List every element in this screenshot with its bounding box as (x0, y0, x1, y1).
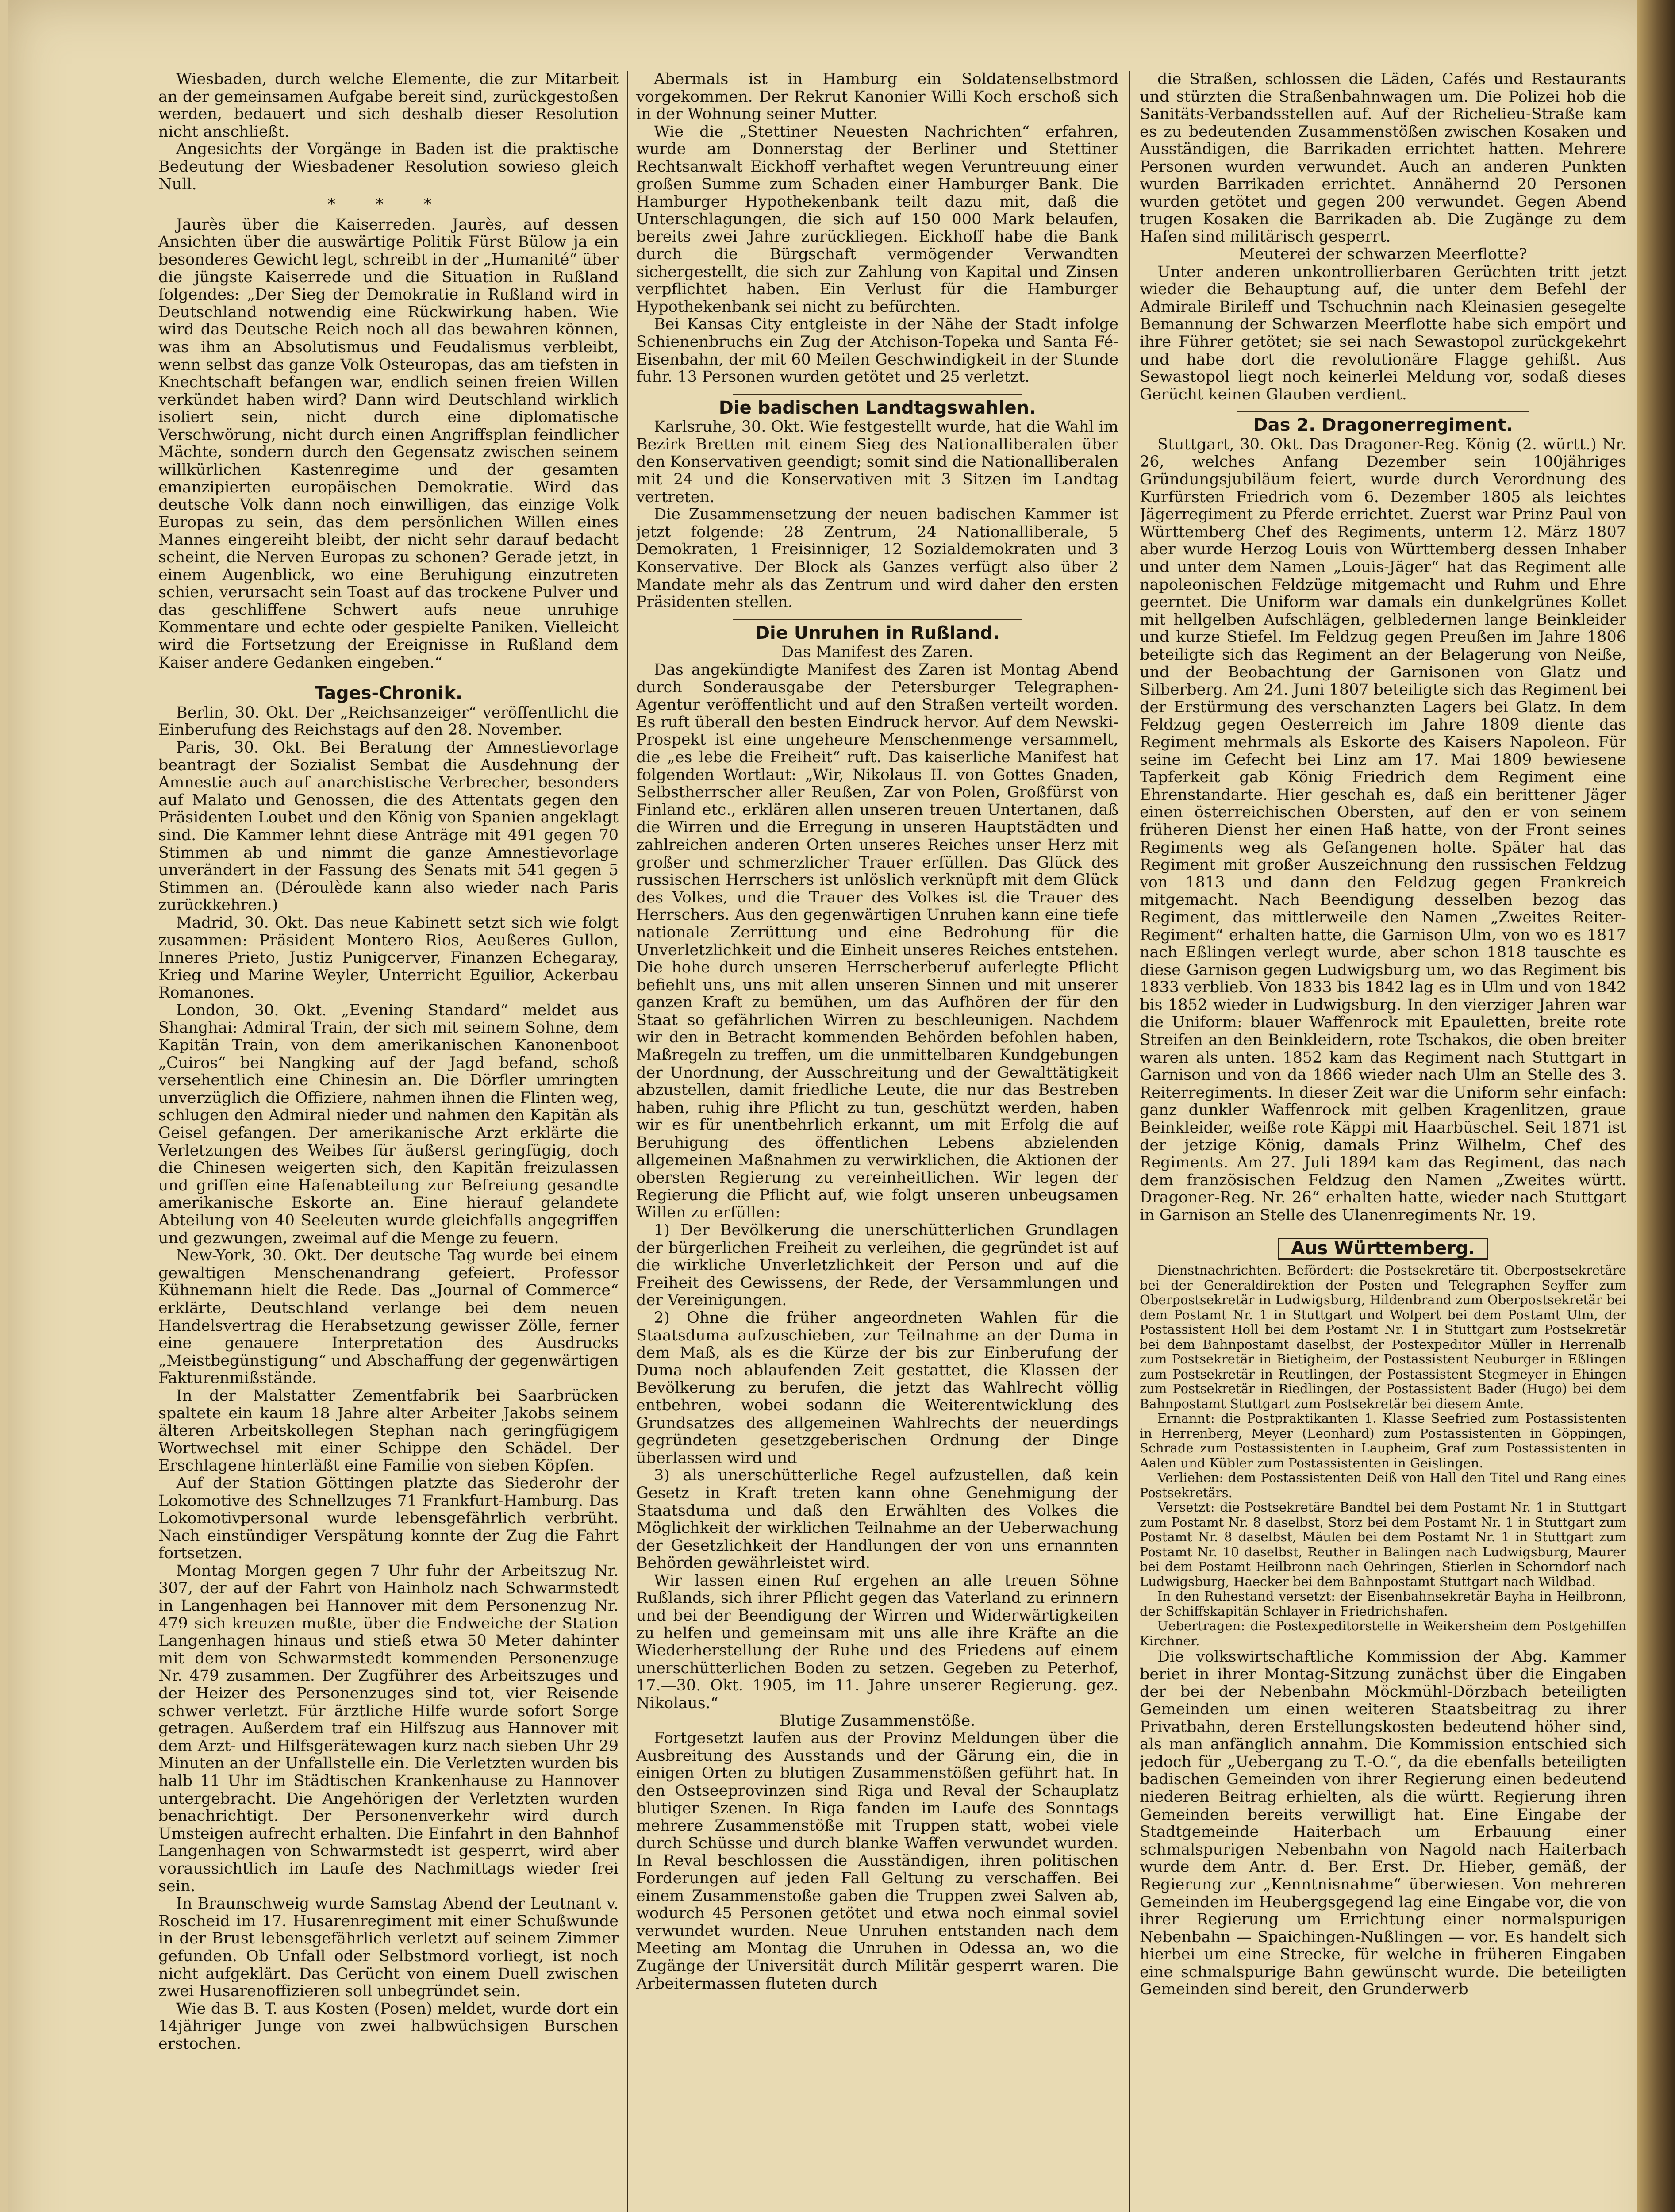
article-paragraph: Wiesbaden, durch welche Elemente, die zur Mitarbeit an der gemeinsamen Aufgabe bereit sind, zurückgestoßen werden, bedauert und sich deshalb dieser Resolution nicht anschließt. (158, 71, 619, 141)
article-volkswirtschaftliche-kommission: Die volkswirtschaftliche Kommission der Abg. Kammer beriet in ihrer Montag-Sitzung zunächst über die Eingaben der bei der Nebenbahn Möckmühl-Dörzbach beteiligten Gemeinden um einen weiteren Staatsbeitrag zu ihrer Privatbahn, deren Erstellungskosten bedeutend höher sind, als man anfänglich annahm. Die Kommission entschied sich jedoch für „Uebergang zu T.-O.“, da die ebenfalls beteiligten badischen Gemeinden von ihrer Regierung einen bedeutend niederen Beitrag erhielten, als die württ. Regierung ihren Gemeinden bereits verwilligt hat. Eine Eingabe der Stadtgemeinde Haiterbach um Erbauung einer schmalspurigen Nebenbahn von Nagold nach Haiterbach wurde dem Antr. d. Ber. Erst. Dr. Hieber, gemäß, der Regierung zur „Kenntnisnahme“ überwiesen. Von mehreren Gemeinden im Heubergsgegend lag eine Eingabe vor, die von ihrer Regierung um Errichtung einer normalspurigen Nebenbahn — Spaichingen-Nußlingen — vor. Es handelt sich hierbei um eine Strecke, für welche in früheren Eingaben eine schmalspurige Bahn gewünscht wurde. Die beteiligten Gemeinden sind bereit, den Grunderwerb (1140, 1648, 1626, 1999)
subheading-blutige-zusammenstoesse: Blutige Zusammenstöße. (779, 1712, 976, 1730)
versetzungen: Versetzt: die Postsekretäre Bandtel bei dem Postamt Nr. 1 in Stuttgart zum Postamt Nr. 8 daselbst, Storz bei dem Postamt Nr. 1 in Stuttgart zum Postamt Nr. 8 daselbst, Mäulen bei dem Postamt Nr. 1 in Stuttgart zum Postamt Nr. 10 daselbst, Reuther in Balingen nach Ludwigsburg, Maurer bei dem Postamt Heilbronn nach Oehringen, Stierlen in Schorndorf nach Ludwigsburg, Haecker bei dem Bahnpostamt Stuttgart nach Wildbad. (1140, 1500, 1626, 1589)
news-braunschweig: In Braunschweig wurde Samstag Abend der Leutnant v. Roscheid im 17. Husarenregiment mit einer Schußwunde in der Brust lebensgefährlich verletzt auf seinem Zimmer gefunden. Ob Unfall oder Selbstmord vorliegt, ist noch nicht aufgeklärt. Das Gerücht von einem Duell zwischen zwei Husarenoffizieren soll unbegründet sein. (158, 1895, 619, 2001)
divider (1237, 411, 1529, 412)
section-heading-dragonerregiment: Das 2. Dragonerregiment. (1253, 415, 1513, 436)
manifest-point-3: 3) als unerschütterliche Regel aufzustellen, daß kein Gesetz in Kraft treten kann ohne Genehmigung der Staatsduma und daß den Erwählten des Volkes die Möglichkeit der wirklichen Teilnahme an der Ueberwachung der Gesetzlichkeit der Handlungen der von uns ernannten Behörden gewährleistet wird. (636, 1467, 1118, 1572)
article-meuterei: Unter anderen unkontrollierbaren Gerüchten tritt jetzt wieder die Behauptung auf, die unter dem Befehl der Admirale Birileff und Tschuchnin nach Kleinasien gesegelte Bemannung der Schwarzen Meerflotte habe sich empört und ihre Führer getötet; sie sei nach Sewastopol zurückgekehrt und habe dort die revolutionäre Flagge gehißt. Aus Sewastopol liegt noch keinerlei Meldung vor, sodaß dieses Gerücht keinen Glauben verdient. (1140, 263, 1626, 403)
news-saarbruecken: In der Malstatter Zementfabrik bei Saarbrücken spaltete ein kaum 18 Jahre alter Arbeiter Jakobs seinem älteren Arbeitskollegen Stephan nach geringfügigem Wortwechsel mit einer Schippe den Schädel. Der Erschlagene hinterläßt eine Familie von sieben Köpfen. (158, 1386, 619, 1475)
subheading-meuterei: Meuterei der schwarzen Meerflotte? (1239, 245, 1527, 263)
section-separator: * * * (327, 196, 449, 214)
subheading-manifest: Das Manifest des Zaren. (781, 643, 973, 661)
section-heading-unruhen: Die Unruhen in Rußland. (755, 622, 1000, 643)
column-divider (627, 71, 628, 2212)
column-divider (1129, 71, 1130, 2212)
news-berlin: Berlin, 30. Okt. Der „Reichsanzeiger“ veröffentlicht die Einberufung des Reichstags auf den 28. November. (158, 703, 619, 739)
divider (733, 619, 1022, 620)
column-left (158, 71, 619, 2212)
news-kammer: Die Zusammensetzung der neuen badischen Kammer ist jetzt folgende: 28 Zentrum, 24 Nationalliberale, 5 Demokraten, 1 Freisinniger, 12 Sozialdemokraten und 3 Konservative. Der Block als Ganzes verfügt also über 2 Mandate mehr als das Zentrum und wird daher den ersten Präsidenten stellen. (636, 506, 1118, 611)
ruhestand: In den Ruhestand versetzt: der Eisenbahnsekretär Bayha in Heilbronn, der Schiffskapitän Schlayer in Friedrichshafen. (1140, 1589, 1626, 1619)
uebertragungen: Uebertragen: die Postexpeditorstelle in Weikersheim dem Postgehilfen Kirchner. (1140, 1618, 1626, 1648)
article-zusammenstoesse: Fortgesetzt laufen aus der Provinz Meldungen über die Ausbreitung des Ausstands und der Gärung ein, die in einigen Orten zu blutigen Zusammenstößen geführt hat. In den Ostseeprovinzen sind Riga und Reval der Schauplatz blutiger Szenen. In Riga fanden im Laufe des Sonntags mehrere Zusammenstöße mit Truppen statt, wobei viele durch Schüsse und durch blanke Waffen verwundet wurden. In Reval beschlossen die Ausständigen, ihren politischen Forderungen auf jeden Fall Geltung zu verschaffen. Bei einem Zusammenstoße gaben die Truppen zwei Salven ab, wodurch 45 Personen getötet und etwa noch einmal soviel verwundet wurden. Neue Unruhen entstanden nach dem Meeting am Montag die Unruhen in Odessa an, wo die Zugänge der Universität durch Militär gesperrt waren. Die Arbeitermassen fluteten durch (636, 1729, 1118, 1993)
article-jaures: Jaurès über die Kaiserreden. Jaurès, auf dessen Ansichten über die auswärtige Politik Fürst Bülow ja ein besonderes Gewicht legt, schreibt in der „Humanité“ über die jüngste Kaiserrede und die Situation in Rußland folgendes: „Der Sieg der Demokratie in Rußland wird in Deutschland notwendig eine Rückwirkung haben. Wie wird das Deutsche Reich noch all das bewahren können, was ihm an Absolutismus und Feudalismus verbleibt, wenn selbst das ganze Volk Osteuropas, das am tiefsten in Knechtschaft befangen war, endlich seinen freien Willen verkündet haben wird? Dann wird Deutschland wirklich isoliert sein, nicht durch eine diplomatische Verschwörung, nicht durch einen Angriffsplan feindlicher Mächte, sondern durch den Gegensatz zwischen seinem willkürlichen Kastenregime und der gesamten emanzipierten europäischen Demokratie. Wird das deutsche Volk dann noch einwilligen, das einzige Volk Europas zu sein, das dem persönlichen Willen eines Mannes eingereiht bleibt, der nicht sehr darauf bedacht scheint, die Nerven Europas zu schonen? Gerade jetzt, in einem Augenblick, wo eine Beruhigung einzutreten schien, verursacht sein Toast auf das trockene Pulver und das geschliffene Schwert aufs neue unruhige Kommentare und echte oder gespielte Paniken. Vielleicht wird die Fortsetzung der Ereignisse in Rußland dem Kaiser andere Gedanken eingeben.“ (158, 215, 619, 672)
news-new-york: New-York, 30. Okt. Der deutsche Tag wurde bei einem gewaltigen Menschenandrang gefeiert. Professor Kühnemann hielt die Rede. Das „Journal of Commerce“ erklärte, Deutschland verlange bei dem neuen Handelsvertrag die Herabsetzung gewisser Zölle, ferner eine genauere Interpretation des Ausdrucks „Meistbegünstigung“ und Abschaffung der gegenwärtigen Fakturenmißstände. (158, 1247, 619, 1387)
article-dragonerregiment: Stuttgart, 30. Okt. Das Dragoner-Reg. König (2. württ.) Nr. 26, welches Anfang Dezember sein 100jähriges Gründungsjubiläum feiert, wurde durch Verordnung des Kurfürsten Friedrich vom 6. Dezember 1805 als leichtes Jägerregiment zu Pferde errichtet. Zuerst war Prinz Paul von Württemberg Chef des Regiments, unterm 12. März 1807 aber wurde Herzog Louis von Württemberg dessen Inhaber und unter dem Namen „Louis-Jäger“ hat das Regiment alle napoleonischen Feldzüge mitgemacht und Ruhm und Ehre geerntet. Die Uniform war damals ein dunkelgrünes Kollet mit hellgelben Aufschlägen, gelbledernen lange Beinkleider und kurze Stiefel. Im Feldzug gegen Preußen im Jahre 1806 beteiligte sich das Regiment an der Belagerung von Neiße, und der Beobachtung der Garnisonen von Glatz und Silberberg. Am 24. Juni 1807 beteiligte sich das Regiment bei der Erstürmung des verschanzten Lagers bei Glatz. In dem Feldzug gegen Oesterreich im Jahre 1809 diente das Regiment mehrmals als Eskorte des Kaisers Napoleon. Für seine im Gefecht bei Linz am 17. Mai 1809 bewiesene Tapferkeit gab König Friedrich dem Regiment eine Ehrenstandarte. Hier geschah es, daß ein berittener Jäger einen österreichischen Obersten, auf den er von seinem früheren Dienst her einen Haß hatte, von der Front seines Regiments weg als Gefangenen holte. Später hat das Regiment mit großer Auszeichnung den russischen Feldzug von 1813 und dann den Feldzug gegen Frankreich mitgemacht. Nach Beendigung desselben bezog das Regiment, das mittlerweile den Namen „Zweites Reiter-Regiment“ erhalten hatte, die Garnison Ulm, von wo es 1817 nach Eßlingen verlegt wurde, aber schon 1818 tauschte es diese Garnison gegen Ludwigsburg um, wo das Regiment bis 1833 verblieb. Von 1833 bis 1842 lag es in Ulm und von 1842 bis 1852 wieder in Ludwigsburg. In den vierziger Jahren war die Uniform: blauer Waffenrock mit Epauletten, breite rote Streifen an den Beinkleidern, rote Tschakos, die oben breiter waren als unten. 1852 kam das Regiment nach Stuttgart in Garnison und von da 1866 wieder nach Ulm an Stelle des 3. Reiterregiments. In dieser Zeit war die Uniform sehr einfach: ganz dunkler Waffenrock mit gelben Kragenlitzen, graue Beinkleider, weiße rote Käppi mit Haarbüschel. Seit 1871 ist der jetzige König, damals Prinz Wilhelm, Chef des Regiments. Am 27. Juli 1894 kam das Regiment, das nach dem französischen Feldzug den Namen „Zweites württ. Dragoner-Reg. Nr. 26“ erhalten hatte, wieder nach Stuttgart in Garnison an Stelle des Ulanenregiments Nr. 19. (1140, 435, 1626, 1224)
verleihungen: Verliehen: dem Postassistenten Deiß von Hall den Titel und Rang eines Postsekretärs. (1140, 1470, 1626, 1500)
book-binding-edge (1637, 0, 1675, 2212)
news-madrid: Madrid, 30. Okt. Das neue Kabinett setzt sich wie folgt zusammen: Präsident Montero Rios, Aeußeres Gullon, Inneres Prieto, Justiz Punigcerver, Finanzen Echegaray, Krieg und Marine Weyler, Unterricht Eguilior, Ackerbau Romanones. (158, 914, 619, 1002)
news-karlsruhe: Karlsruhe, 30. Okt. Wie festgestellt wurde, hat die Wahl im Bezirk Bretten mit einem Sieg des Nationalliberalen über den Konservativen geendigt; somit sind die Nationalliberalen mit 24 und die Konservativen mit 3 Sitzen im Landtag vertreten. (636, 418, 1118, 506)
column-right (1140, 71, 1626, 2212)
manifest-closing: Wir lassen einen Ruf ergehen an alle treuen Söhne Rußlands, sich ihrer Pflicht gegen das Vaterland zu erinnern und bei der Beendigung der Wirren und Widerwärtigkeiten zu helfen und gemeinsam mit uns alle ihre Kräfte an die Wiederherstellung der Ruhe und des Friedens auf einem unerschütterlichen Boden zu setzen. Gegeben zu Peterhof, 17.—30. Okt. 1905, im 11. Jahre unserer Regierung. gez. Nikolaus.“ (636, 1571, 1118, 1713)
news-goettingen: Auf der Station Göttingen platzte das Siederohr der Lokomotive des Schnellzuges 71 Frankfurt-Hamburg. Das Lokomotivpersonal wurde lebensgefährlich verbrüht. Nach einstündiger Verspätung konnte der Zug die Fahrt fortsetzen. (158, 1474, 619, 1563)
section-heading-wrapper (1140, 1238, 1626, 1260)
news-kosten: Wie das B. T. aus Kosten (Posen) meldet, wurde dort ein 14jähriger Junge von zwei halbwüchsigen Burschen erstochen. (158, 2000, 619, 2053)
manifest-point-2: 2) Ohne die früher angeordneten Wahlen für die Staatsduma aufzuschieben, zur Teilnahme an der Duma in dem Maß, als es die Kürze der bis zur Einberufung der Duma noch ablaufenden Zeit gestattet, die Klassen der Bevölkerung zu berufen, die jetzt das Wahlrecht völlig entbehren, wobei sodann die Weiterentwicklung des Grundsatzes des allgemeinen Wahlrechts der neuerdings gegründeten gesetzgeberischen Ordnung der Dinge überlassen wird und (636, 1309, 1118, 1467)
column-middle (636, 71, 1118, 2212)
manifest-point-1: 1) Der Bevölkerung die unerschütterlichen Grundlagen der bürgerlichen Freiheit zu verleihen, die gegründet ist auf die wirkliche Unverletzlichkeit der Person und auf die Freiheit des Gewissens, der Rede, der Versammlungen und der Vereinigungen. (636, 1221, 1118, 1310)
dienstnachrichten: Dienstnachrichten. Befördert: die Postsekretäre tit. Oberpostsekretäre bei der Generaldirektion der Posten und Telegraphen Seyffer zum Oberpostsekretär in Ludwigsburg, Hildenbrand zum Oberpostsekretär bei dem Postamt Nr. 1 in Stuttgart und Wolpert bei dem Postamt Ulm, der Postassistent Holl bei dem Postamt Nr. 1 in Stuttgart zum Postsekretär bei dem Bahnpostamt daselbst, der Postexpeditor Müller in Herrenalb zum Postsekretär in Bietigheim, der Postassistent Neuburger in Eßlingen zum Postsekretär in Reutlingen, der Postassistent Stegmeyer in Ehingen zum Postsekretär in Riedlingen, der Postassistent Bader (Hugo) bei dem Bahnpostamt Stuttgart zum Postsekretär bei diesem Amte. (1140, 1263, 1626, 1411)
section-heading-landtagswahlen: Die badischen Landtagswahlen. (718, 397, 1036, 418)
section-heading-tages-chronik: Tages-Chronik. (314, 683, 463, 704)
article-manifest: Das angekündigte Manifest des Zaren ist Montag Abend durch Sonderausgabe der Petersburger Telegraphen-Agentur veröffentlicht und auf den Straßen verteilt worden. Es ruft überall den besten Eindruck hervor. Auf dem Newski-Prospekt ist eine ungeheure Menschenmenge versammelt, die „es lebe die Freiheit“ ruft. Das kaiserliche Manifest hat folgenden Wortlaut: „Wir, Nikolaus II. von Gottes Gnaden, Selbstherrscher aller Reußen, Zar von Polen, Großfürst von Finland etc., erklären allen unseren treuen Untertanen, daß die Wirren und die Erregung in unseren Hauptstädten und zahlreichen anderen Orten unseres Reiches unser Herz mit großer und schmerzlicher Trauer erfüllen. Das Glück des russischen Herrschers ist unlöslich verknüpft mit dem Glück des Volkes, und die Trauer des Volkes ist die Trauer des Herrschers. Aus den gegenwärtigen Unruhen kann eine tiefe nationale Zerrüttung und eine Bedrohung für die Unverletzlichkeit und die Einheit unseres Reiches entstehen. Die hohe durch unseren Herrscherberuf auferlegte Pflicht befiehlt uns, uns mit allen unseren Sinnen und mit unserer ganzen Kraft zu bemühen, um das Aufhören der für den Staat so gefährlichen Wirren zu beschleunigen. Nachdem wir den in Betracht kommenden Behörden befohlen haben, Maßregeln zu treffen, um die unmittelbaren Kundgebungen der Unordnung, der Ausschreitung und der Gewalttätigkeit abzustellen, damit friedliche Leute, die nur das Bestreben haben, ruhig ihre Pflicht zu tun, geschützt werden, haben wir es für unentbehrlich erkannt, um mit Erfolg die auf Beruhigung des öffentlichen Lebens abzielenden allgemeinen Maßnahmen zu verwirklichen, die Aktionen der obersten Regierung zu vereinheitlichen. Wir legen der Regierung die Pflicht auf, wie folgt unseren unbeugsamen Willen zu erfüllen: (636, 661, 1118, 1222)
article-paragraph: Angesichts der Vorgänge in Baden ist die praktische Bedeutung der Wiesbadener Resolution sowieso gleich Null. (158, 140, 619, 193)
newspaper-page (8, 0, 1663, 2212)
news-stettin: Wie die „Stettiner Neuesten Nachrichten“ erfahren, wurde am Donnerstag der Berliner und Stettiner Rechtsanwalt Eickhoff verhaftet wegen Veruntreuung einer großen Summe zum Schaden einer Hamburger Bank. Die Hamburger Hypothekenbank teilt dazu mit, daß die Unterschlagungen, die sich auf 150 000 Mark belaufen, bereits zwei Jahre zurückliegen. Eickhoff habe die Bank durch die Bürgschaft vermögender Verwandten sichergestellt, die sich zur Zahlung von Kapital und Zinsen verpflichtet haben. Ein Verlust für die Hamburger Hypothekenbank sei nicht zu befürchten. (636, 123, 1118, 316)
article-odessa-continued: die Straßen, schlossen die Läden, Cafés und Restaurants und stürzten die Straßenbahnwagen um. Die Polizei hob die Sanitäts-Verbandsstellen auf. Auf der Richelieu-Straße kam es zu bedeutenden Zusammenstößen zwischen Kosaken und Ausständigen, die Barrikaden errichtet hatten. Mehrere Personen wurden verwundet. Auch an anderen Punkten wurden Barrikaden errichtet. Annähernd 20 Personen wurden getötet und gegen 200 verwundet. Gegen Abend trugen Kosaken die Barrikaden ab. Die Zugänge zu dem Hafen sind militärisch gesperrt. (1140, 71, 1626, 246)
news-london: London, 30. Okt. „Evening Standard“ meldet aus Shanghai: Admiral Train, der sich mit seinem Sohne, dem Kapitän Train, von dem amerikanischen Kanonenboot „Cuiros“ bei Nangking auf der Jagd befand, schoß versehentlich eine Chinesin an. Die Dörfler umringten unverzüglich die Offiziere, nahmen ihnen die Flinten weg, schlugen den Admiral nieder und nahmen den Kapitän als Geisel gefangen. Der amerikanische Arzt erklärte die Verletzungen des Weibes für äußerst geringfügig, doch die Chinesen weigerten sich, den Kapitän freizulassen und griffen eine Hafenabteilung zur Befreiung gesandte amerikanische Eskorte an. Eine hierauf gelandete Abteilung von 40 Seeleuten wurde gleichfalls angegriffen und gezwungen, zweimal auf die Menge zu feuern. (158, 1001, 619, 1247)
section-heading-aus-wuerttemberg: Aus Württemberg. (1278, 1238, 1488, 1260)
divider (733, 394, 1022, 395)
ernennungen: Ernannt: die Postpraktikanten 1. Klasse Seefried zum Postassistenten in Herrenberg, Meyer (Leonhard) zum Postassistenten in Göppingen, Schrade zum Postassistenten in Laupheim, Graf zum Postassistenten in Aalen und Kübler zum Postassistenten in Geislingen. (1140, 1411, 1626, 1471)
news-kansas-city: Bei Kansas City entgleiste in der Nähe der Stadt infolge Schienenbruchs ein Zug der Atchison-Topeka und Santa Fé-Eisenbahn, der mit 60 Meilen Geschwindigkeit in der Stunde fuhr. 13 Personen wurden getötet und 25 verletzt. (636, 315, 1118, 386)
news-paris: Paris, 30. Okt. Bei Beratung der Amnestievorlage beantragt der Sozialist Sembat die Ausdehnung der Amnestie auch auf anarchistische Verbrecher, besonders auf Malato und Genossen, die des Attentats gegen den Präsidenten Loubet und den König von Spanien angeklagt sind. Die Kammer lehnt diese Anträge mit 491 gegen 70 Stimmen ab und nimmt die ganze Amnestievorlage unverändert in der Fassung des Senats mit 541 gegen 5 Stimmen an. (Déroulède kann also wieder nach Paris zurückkehren.) (158, 738, 619, 914)
news-langenhagen: Montag Morgen gegen 7 Uhr fuhr der Arbeitszug Nr. 307, der auf der Fahrt von Hainholz nach Schwarmstedt in Langenhagen bei Hannover mit dem Personenzug Nr. 479 sich kreuzen mußte, über die Endweiche der Station Langenhagen hinaus und stieß etwa 50 Meter dahinter mit dem von Schwarmstedt kommenden Personenzuge Nr. 479 zusammen. Der Zugführer des Arbeitszuges und der Heizer des Personenzuges sind tot, vier Reisende schwer verletzt. Für ärztliche Hilfe wurde sofort Sorge getragen. Außerdem traf ein Hilfszug aus Hannover mit dem Arzt- und Hilfsgerätewagen kurz nach sieben Uhr 29 Minuten an der Unfallstelle ein. Die Verletzten wurden bis halb 11 Uhr im Städtischen Krankenhause zu Hannover untergebracht. Die Angehörigen der Verletzten wurden benachrichtigt. Der Personenverkehr wird durch Umsteigen aufrecht erhalten. Die Einfahrt in den Bahnhof Langenhagen von Schwarmstedt ist gesperrt, wird aber voraussichtlich im Laufe des Nachmittags wieder frei sein. (158, 1562, 619, 1895)
news-hamburg: Abermals ist in Hamburg ein Soldatenselbstmord vorgekommen. Der Rekrut Kanonier Willi Koch erschoß sich in der Wohnung seiner Mutter. (636, 71, 1118, 123)
